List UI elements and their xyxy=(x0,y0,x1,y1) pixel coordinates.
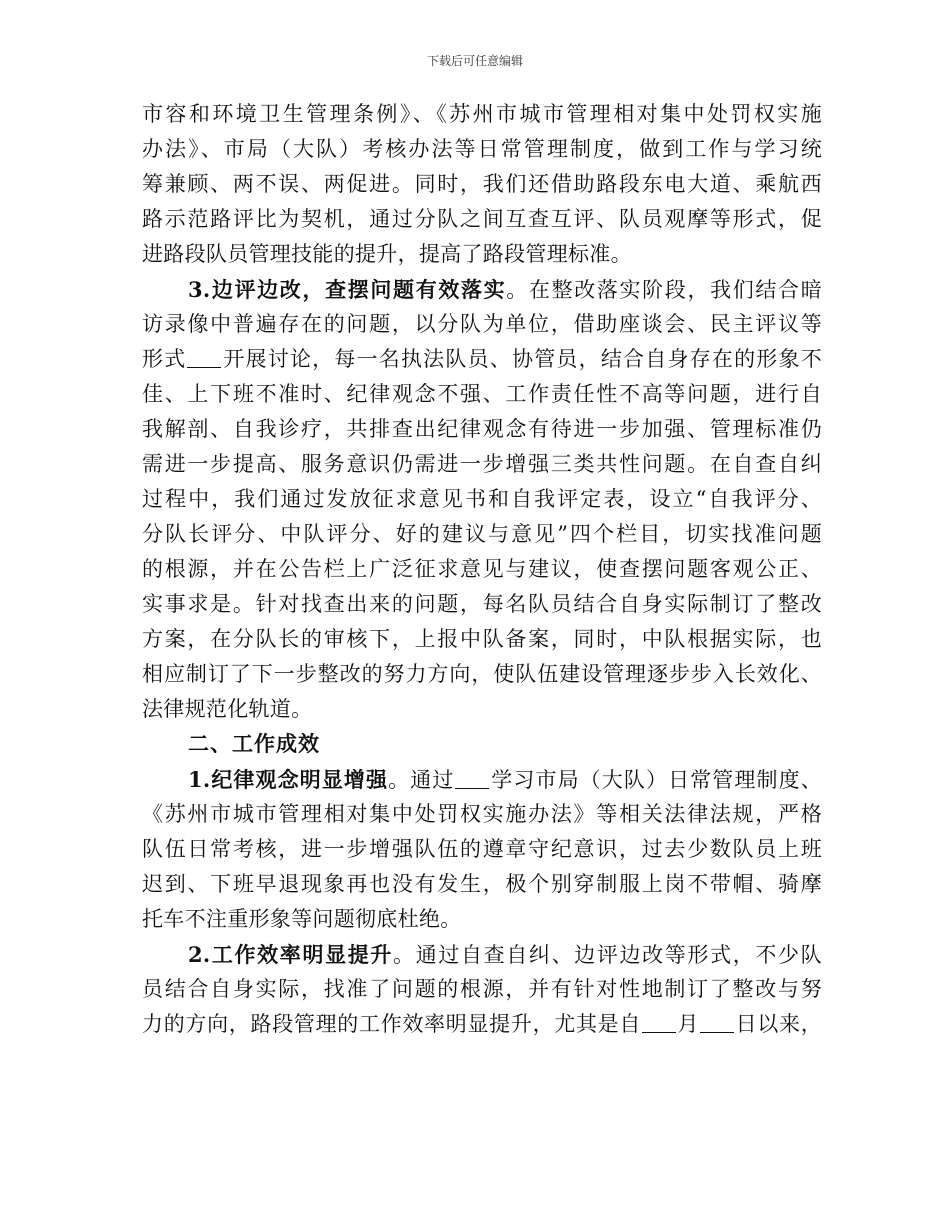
document-body xyxy=(142,97,822,1042)
text-span: 开展讨论，每一名执法队员、协管员，结合自身存在的形象不 xyxy=(222,347,822,371)
text-line: 办法》、市局（大队）考核办法等日常管理制度，做到工作与学习统 xyxy=(142,137,822,161)
section-heading: 二、工作成效 xyxy=(188,732,320,756)
text-line: 法律规范化轨道。 xyxy=(142,697,313,721)
text-line: 迟到、下班早退现象再也没有发生，极个别穿制服上岗不带帽、骑摩 xyxy=(142,872,822,896)
text-span: 。在整改落实阶段，我们结合暗 xyxy=(506,278,823,302)
text-line xyxy=(142,272,822,307)
text-line: 过程中，我们通过发放征求意见书和自我评定表，设立“自我评分、 xyxy=(142,487,822,511)
blank-underline xyxy=(187,345,221,368)
text-line: 筹兼顾、两不误、两促进。同时，我们还借助路段东电大道、乘航西 xyxy=(142,172,822,196)
paragraph-efficiency xyxy=(142,937,822,1042)
paragraph-lead: 3.边评边改，查摆问题有效落实 xyxy=(188,277,507,302)
text-line: 队伍日常考核，进一步增强队伍的遵章守纪意识，过去少数队员上班 xyxy=(142,837,822,861)
text-line: 托车不注重形象等问题彻底杜绝。 xyxy=(142,907,462,931)
text-line: 分队长评分、中队评分、好的建议与意见”四个栏目，切实找准问题 xyxy=(142,522,822,546)
blank-underline xyxy=(642,1010,676,1033)
text-line xyxy=(142,937,822,972)
text-line xyxy=(142,1007,822,1042)
text-line: 市容和环境卫生管理条例》、《苏州市城市管理相对集中处罚权实施 xyxy=(142,102,822,126)
text-line: 相应制订了下一步整改的努力方向，使队伍建设管理逐步步入长效化、 xyxy=(142,662,822,686)
text-span: 学习市局（大队）日常管理制度、 xyxy=(490,768,822,792)
paragraph-continuation xyxy=(142,97,822,272)
text-line: 的根源，并在公告栏上广泛征求意见与建议，使查摆问题客观公正、 xyxy=(142,557,822,581)
text-span: 月 xyxy=(677,1012,700,1036)
text-line xyxy=(142,762,822,797)
paragraph-discipline xyxy=(142,762,822,937)
text-span: 。通过自查自纠、边评边改等形式，不少队 xyxy=(393,943,822,967)
text-span: 日以来， xyxy=(735,1012,823,1036)
text-line: 实事求是。针对找查出来的问题，每名队员结合自身实际制订了整改 xyxy=(142,592,822,616)
text-line: 《苏州市城市管理相对集中处罚权实施办法》等相关法律法规，严格 xyxy=(142,802,822,826)
text-span: 形式 xyxy=(142,347,187,371)
paragraph-lead: 2.工作效率明显提升 xyxy=(188,942,394,967)
text-line: 佳、上下班不准时、纪律观念不强、工作责任性不高等问题，进行自 xyxy=(142,382,822,406)
text-line: 方案，在分队长的审核下，上报中队备案，同时，中队根据实际，也 xyxy=(142,627,822,651)
text-line: 员结合自身实际，找准了问题的根源，并有针对性地制订了整改与努 xyxy=(142,977,822,1001)
text-span: 力的方向，路段管理的工作效率明显提升，尤其是自 xyxy=(142,1012,642,1036)
text-line: 我解剖、自我诊疗，共排查出纪律观念有待进一步加强、管理标准仍 xyxy=(142,417,822,441)
paragraph-review-rectify xyxy=(142,272,822,727)
paragraph-lead: 1.纪律观念明显增强 xyxy=(188,767,389,792)
text-line: 访录像中普遍存在的问题，以分队为单位，借助座谈会、民主评议等 xyxy=(142,312,822,336)
text-line xyxy=(142,342,822,377)
blank-underline xyxy=(700,1010,734,1033)
text-line: 进路段队员管理技能的提升，提高了路段管理标准。 xyxy=(142,242,632,266)
page-header: 下载后可任意编辑 xyxy=(426,54,523,68)
text-line: 路示范路评比为契机，通过分队之间互查互评、队员观摩等形式，促 xyxy=(142,207,822,231)
text-line: 需进一步提高、服务意识仍需进一步增强三类共性问题。在自查自纠 xyxy=(142,452,822,476)
blank-underline xyxy=(455,766,489,789)
text-span: 。通过 xyxy=(388,768,455,792)
